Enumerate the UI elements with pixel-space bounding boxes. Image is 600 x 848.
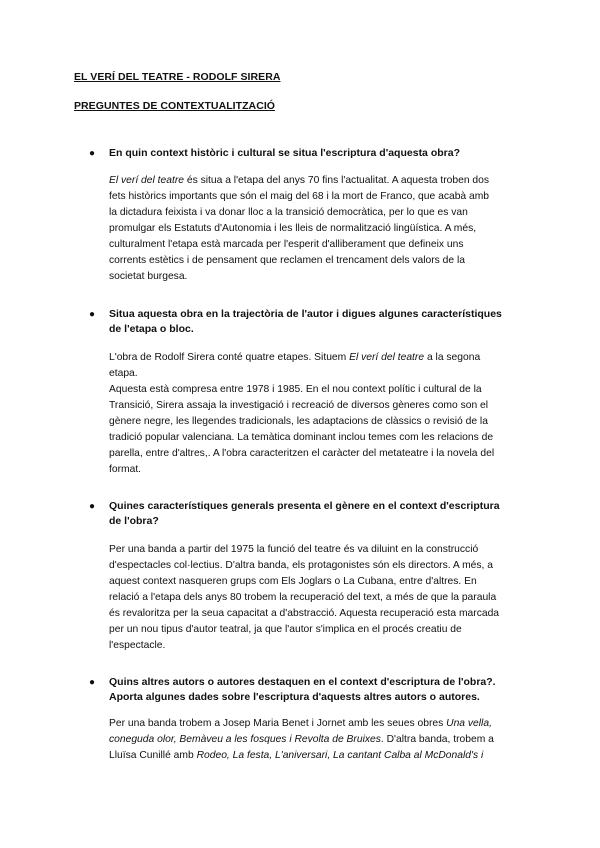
answer-line: Per una banda trobem a Josep Maria Benet i Jornet amb les seues obres Una vella,	[109, 718, 492, 729]
answer-line: Aquesta està compresa entre 1978 i 1985. En el nou context polític i cultural de la	[109, 384, 482, 395]
answer-line: relació a l'etapa dels anys 80 trobem la recuperació del text, a més de que la paraula	[109, 592, 497, 603]
bullet-icon: ●	[89, 309, 96, 320]
work-title: Una vella,	[446, 718, 492, 729]
document-title: EL VERÍ DEL TEATRE - RODOLF SIRERA	[74, 71, 281, 83]
answer-line: gènere negre, les llegendes tradicionals, les adaptacions de clàssics o revisió de la	[109, 416, 488, 427]
answer-line: Transició, Sirera assaja la investigació i recreació de diversos gèneres como son el	[109, 400, 489, 411]
work-titles: coneguda olor, Bemàveu a les fosques i Revolta de Bruixes	[109, 734, 381, 745]
work-title: El verí del teatre	[109, 175, 184, 186]
answer-2	[109, 350, 539, 478]
question-4-line-1: Quins altres autors o autores destaquen en el context d'escriptura de l'obra?.	[109, 676, 496, 688]
answer-line: promulgar els Estatuts d'Autonomia i les lleis de normalització lingüística. A més,	[109, 223, 477, 234]
answer-line: fets històrics importants que són el maig del 68 i la mort de Franco, que acabà amb	[109, 191, 490, 202]
question-1	[109, 146, 539, 161]
answer-line: d'espectacles col·lectius. D'altra banda, els protagonistes són els directors. A més, a	[109, 560, 493, 571]
question-3	[109, 499, 539, 528]
answer-line: és revaloritza per la seua capacitat a d'abstracció. Aquesta recuperació esta marcada	[109, 608, 500, 619]
answer-line: culturalment l'etapa està marcada per l'esperit d'alliberament que defineix uns	[109, 239, 464, 250]
answer-line: per un nou tipus d'autor teatral, ja que l'autor s'implica en el procés creatiu de	[109, 624, 462, 635]
answer-line: tradició popular valenciana. La temàtica dominant inclou temes com les relacions de	[109, 432, 494, 443]
question-2-line-1: Situa aquesta obra en la trajectòria de l'autor i digues algunes característiques	[109, 308, 502, 320]
answer-line: parella, entre d'altres,. A l'obra caracteritzen el caràcter del metateatre i la novela del	[109, 448, 495, 459]
question-1-line: En quin context històric i cultural se situa l'escriptura d'aquesta obra?	[109, 147, 460, 159]
answer-line: societat burgesa.	[109, 271, 188, 282]
work-titles: Rodeo, La festa, L'aniversari, La cantant Calba al McDonald's i	[196, 750, 484, 761]
question-2	[109, 307, 539, 336]
answer-line: El verí del teatre és situa a l'etapa del anys 70 fins l'actualitat. A aquesta troben dos	[109, 175, 490, 186]
answer-line: L'obra de Rodolf Sirera conté quatre etapes. Situem El verí del teatre a la segona	[109, 352, 481, 363]
question-4-line-2: Aporta algunes dades sobre l'escriptura d'aquests altres autors o autores.	[109, 690, 480, 703]
bullet-icon: ●	[89, 677, 96, 688]
document-subtitle: PREGUNTES DE CONTEXTUALITZACIÓ	[74, 100, 276, 112]
answer-line: Per una banda a partir del 1975 la funció del teatre és va diluint en la construcció	[109, 544, 479, 555]
work-title: El verí del teatre	[349, 352, 425, 363]
answer-line: la dictadura feixista i va donar lloc a la transició democràtica, per lo que es van	[109, 207, 468, 218]
answer-line: Lluïsa Cunillé amb Rodeo, La festa, L'aniversari, La cantant Calba al McDonald's i	[109, 750, 484, 761]
question-4	[109, 675, 539, 704]
answer-line: corrents estètics i de pensament que reclamen el trencament dels valors de la	[109, 255, 465, 266]
answer-3	[109, 542, 539, 654]
answer-line: l'espectacle.	[109, 640, 166, 651]
answer-line: etapa.	[109, 368, 138, 379]
answer-line: coneguda olor, Bemàveu a les fosques i Revolta de Bruixes. D'altra banda, trobem a	[109, 734, 494, 745]
answer-4	[109, 716, 539, 764]
answer-line: format.	[109, 464, 142, 475]
answer-1	[109, 173, 539, 285]
answer-line: aquest context nasqueren grups com Els Joglars o La Cubana, entre d'altres. En	[109, 576, 477, 587]
bullet-icon: ●	[89, 501, 96, 512]
bullet-icon: ●	[89, 148, 96, 159]
question-3-line-2: de l'obra?	[109, 514, 159, 527]
question-2-line-2: de l'etapa o bloc.	[109, 322, 194, 335]
question-3-line-1: Quines característiques generals presenta el gènere en el context d'escriptura	[109, 500, 500, 512]
